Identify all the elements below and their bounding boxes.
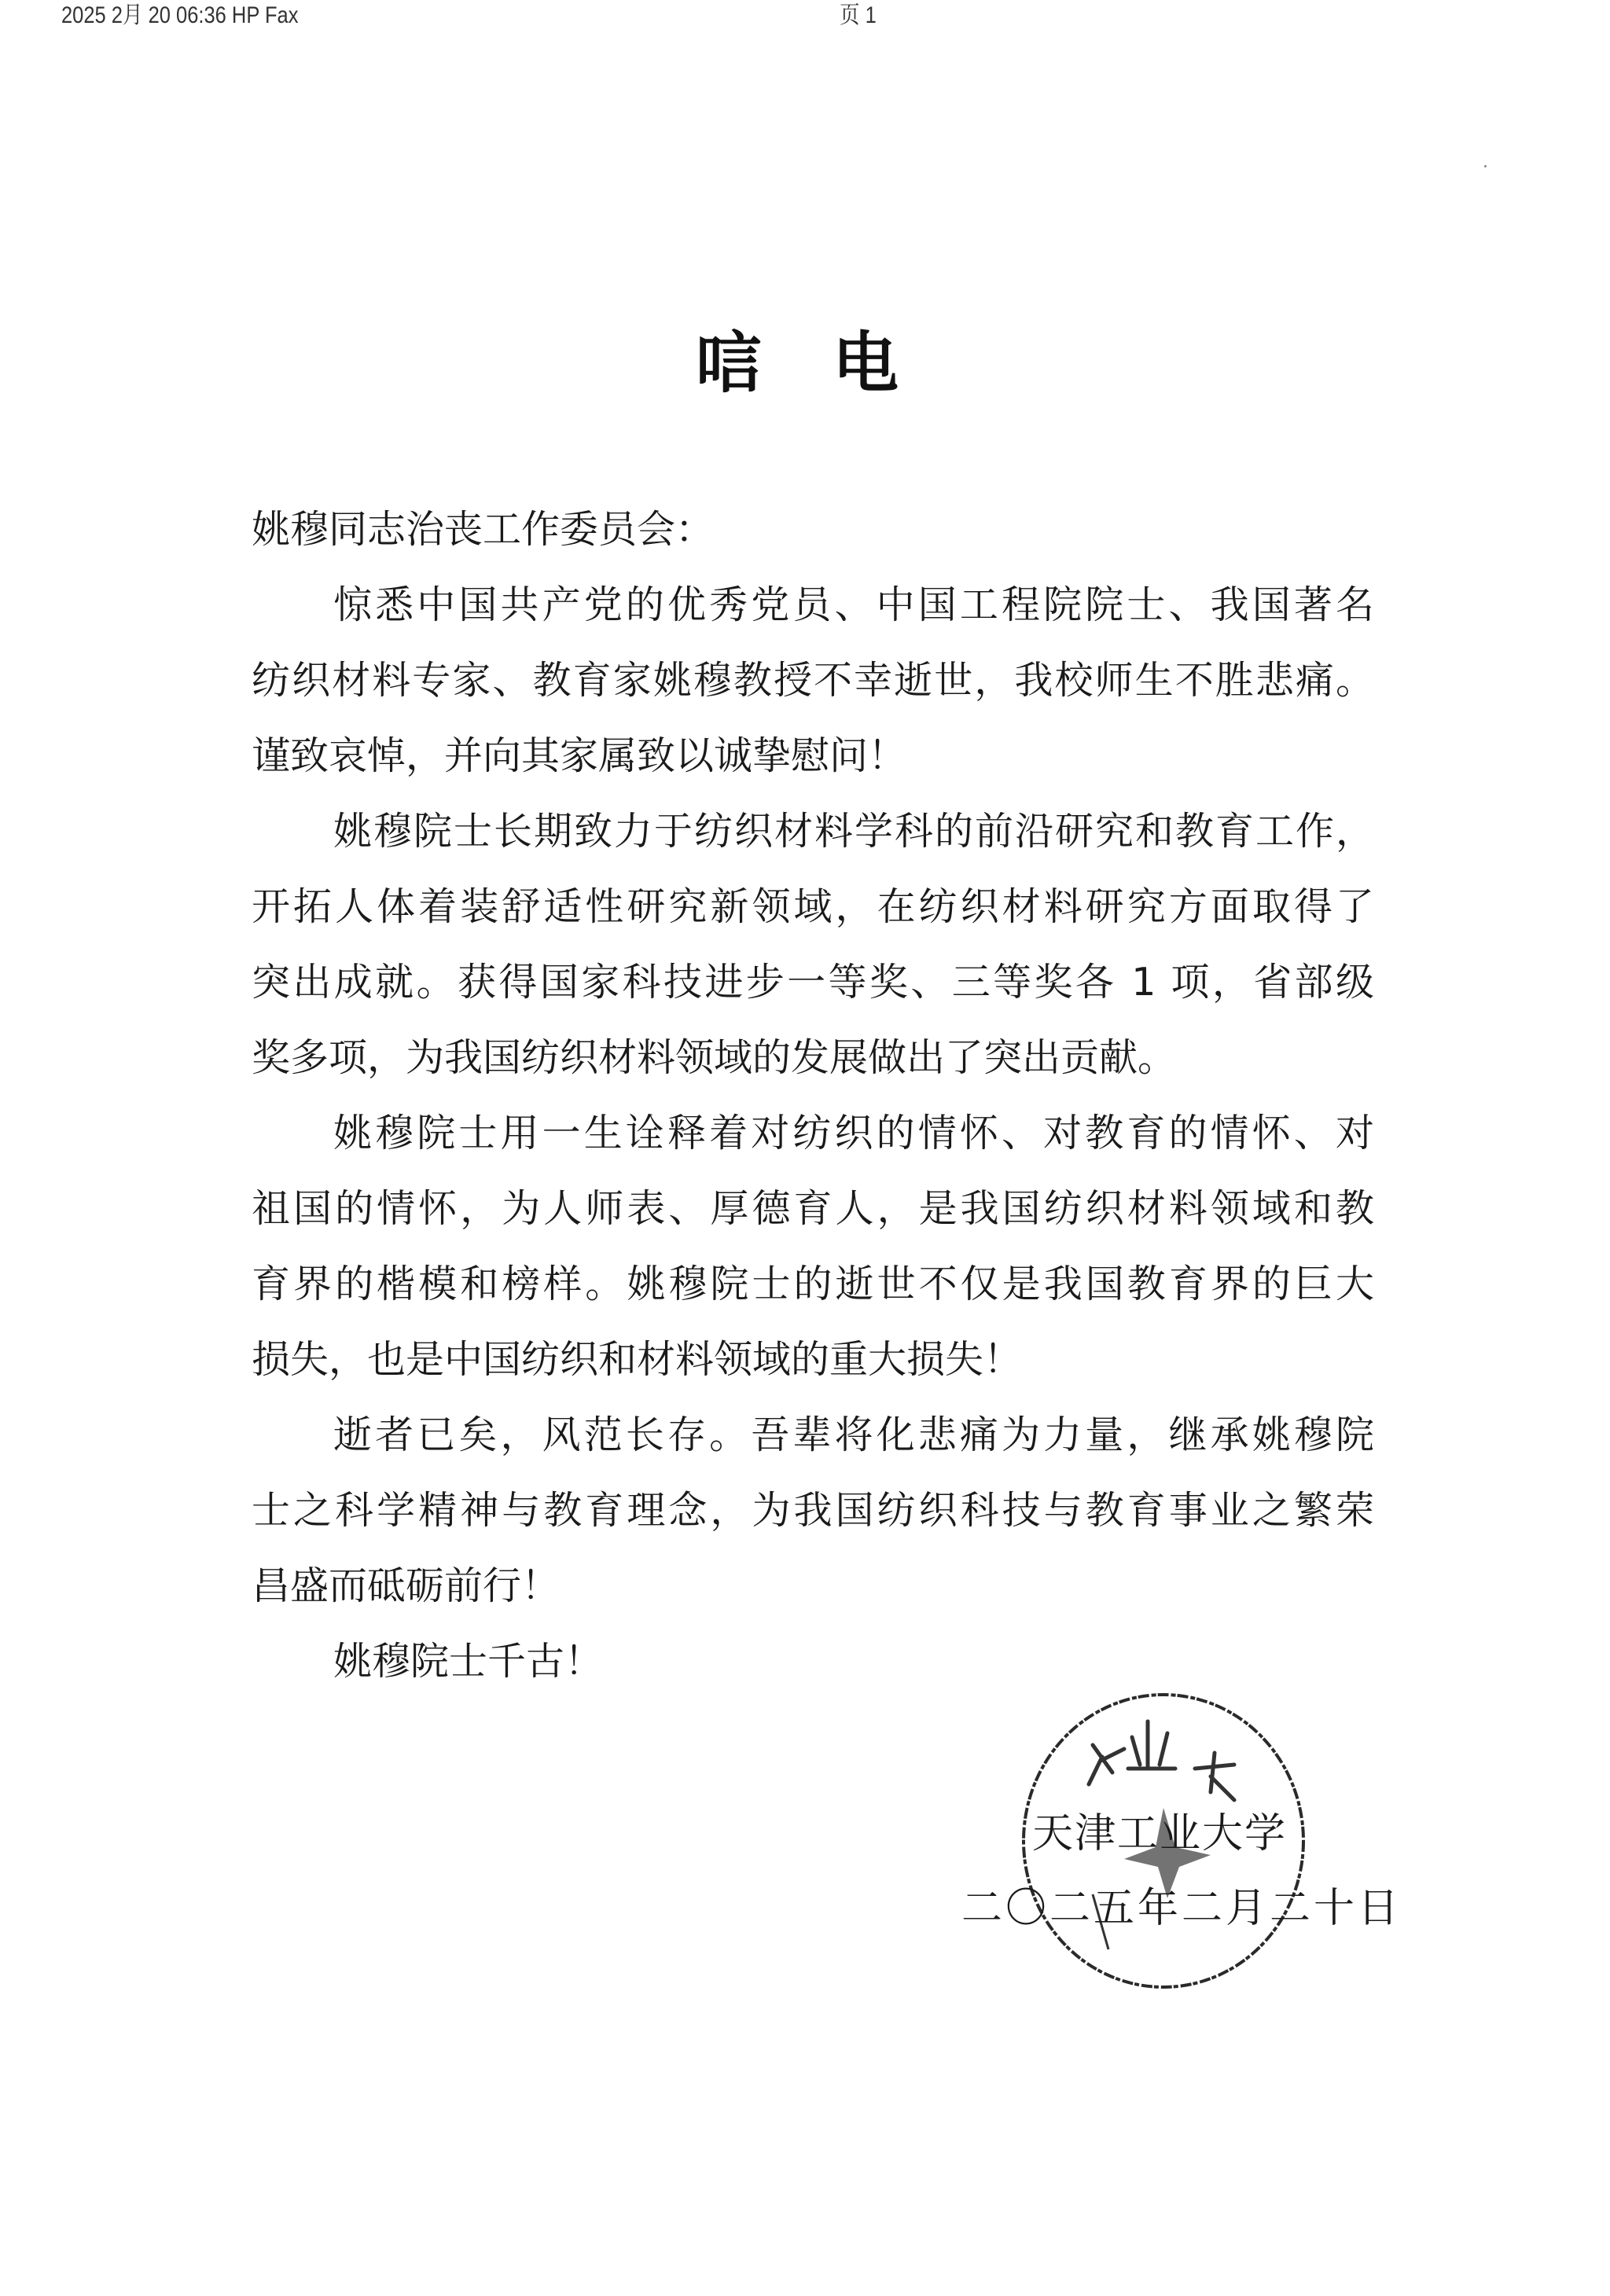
paragraph-line: 姚穆院士千古！	[333, 1639, 604, 1684]
fax-page-number: 页 1	[840, 2, 877, 28]
letter-date: 二〇二五年二月二十日	[961, 1885, 1402, 1932]
paragraph-line: 奖多项，为我国纺织材料领域的发展做出了突出贡献。	[252, 1035, 1177, 1080]
paragraph-line: 祖国的情怀，为人师表、厚德育人，是我国纺织材料领域和教	[252, 1186, 1374, 1231]
paragraph-line: 逝者已矣，风范长存。吾辈将化悲痛为力量，继承姚穆院	[333, 1412, 1374, 1457]
fax-header-info: 2025 2月 20 06:36 HP Fax	[61, 2, 299, 28]
paragraph-line: 惊悉中国共产党的优秀党员、中国工程院院士、我国著名	[333, 582, 1374, 627]
letter-body	[252, 492, 1374, 1699]
paragraph-line: 开拓人体着装舒适性研究新领域，在纺织材料研究方面取得了	[252, 884, 1374, 929]
paragraph-line: 士之科学精神与教育理念，为我国纺织科技与教育事业之繁荣	[252, 1488, 1374, 1533]
scan-speck	[1484, 165, 1487, 167]
paragraph-line: 昌盛而砥砺前行！	[252, 1563, 561, 1608]
paragraph-line: 姚穆院士用一生诠释着对纺织的情怀、对教育的情怀、对	[333, 1111, 1374, 1155]
document-title: 唁电	[695, 325, 969, 402]
paragraph-line: 谨致哀悼，并向其家属致以诚挚慰问！	[252, 733, 907, 778]
paragraph-line: 姚穆院士长期致力于纺织材料学科的前沿研究和教育工作，	[333, 809, 1374, 854]
paragraphs	[252, 568, 1374, 1699]
paragraph-line: 突出成就。获得国家科技进步一等奖、三等奖各 1 项，省部级	[252, 960, 1374, 1005]
paragraph-line: 损失，也是中国纺织和材料领域的重大损失！	[252, 1337, 1023, 1382]
salutation: 姚穆同志治丧工作委员会：	[252, 507, 715, 552]
paragraph-line: 育界的楷模和榜样。姚穆院士的逝世不仅是我国教育界的巨大	[252, 1262, 1374, 1306]
paragraph-line: 纺织材料专家、教育家姚穆教授不幸逝世，我校师生不胜悲痛。	[252, 658, 1374, 703]
signer-name: 天津工业大学	[1032, 1810, 1288, 1857]
